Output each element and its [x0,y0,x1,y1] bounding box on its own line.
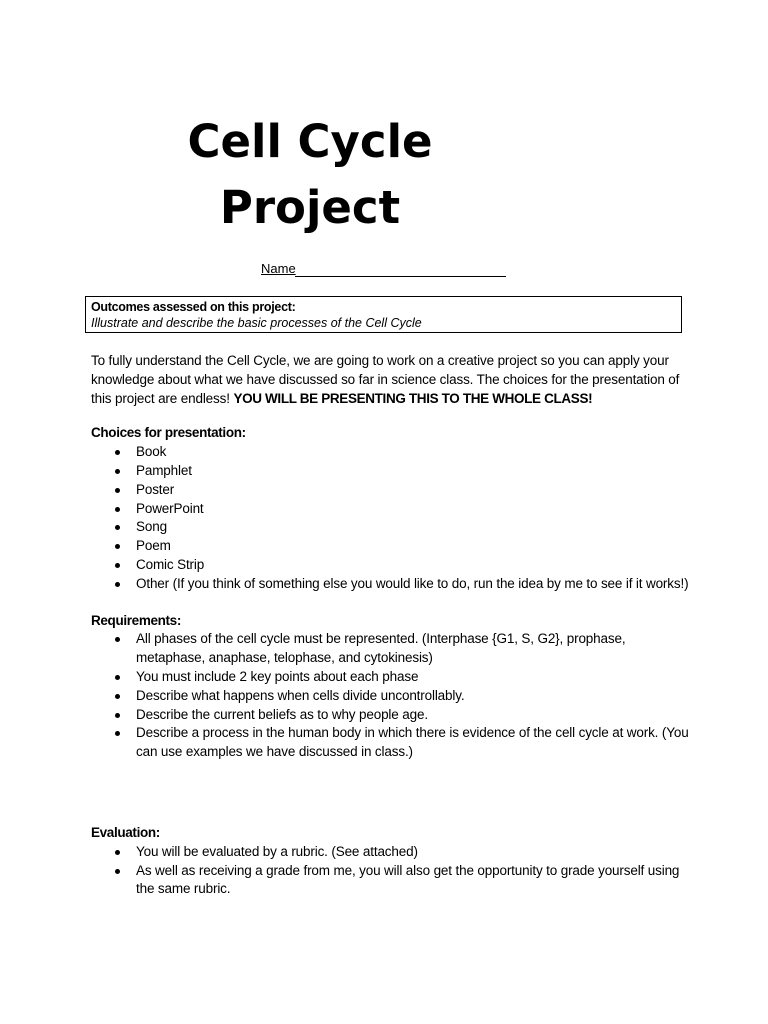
choices-list [91,443,691,593]
intro-text: To fully understand the Cell Cycle, we are going to work on a creative project so you can apply your knowledge about what we have discussed so far in science class. The choices for the presentation of this project are endless! [91,353,680,406]
name-field[interactable] [261,261,506,277]
outcomes-box [85,296,682,333]
list-item: Book [136,443,691,462]
name-blank-line[interactable] [295,262,506,277]
list-item: Pamphlet [136,462,691,481]
requirements-heading: Requirements: [91,612,181,628]
list-item: Describe what happens when cells divide uncontrollably. [136,687,691,706]
evaluation-heading: Evaluation: [91,824,160,840]
intro-emphasis: YOU WILL BE PRESENTING THIS TO THE WHOLE CLASS! [233,390,593,406]
choices-heading: Choices for presentation: [91,425,246,441]
list-item: Other (If you think of something else you would like to do, run the idea by me to see if it works!) [136,575,691,594]
list-item: As well as receiving a grade from me, you will also get the opportunity to grade yourself using the same rubric. [136,862,691,900]
page-title-line-1: Cell Cycle [187,115,433,168]
outcomes-text: Illustrate and describe the basic processes of the Cell Cycle [91,316,422,330]
list-item: Describe a process in the human body in which there is evidence of the cell cycle at work. (You can use examples we have discussed in class.) [136,724,691,762]
list-item: Poem [136,537,691,556]
outcomes-heading: Outcomes assessed on this project: [91,300,296,314]
page-title-line-2: Project [219,181,401,234]
list-item: You must include 2 key points about each phase [136,668,691,687]
evaluation-list [91,843,691,899]
list-item: All phases of the cell cycle must be represented. (Interphase {G1, S, G2}, prophase, metaphase, anaphase, telophase, and cytokinesis) [136,630,691,668]
list-item: Describe the current beliefs as to why people age. [136,706,691,725]
list-item: Poster [136,481,691,500]
list-item: Song [136,518,691,537]
name-label: Name [261,261,296,276]
document-body [91,352,691,899]
requirements-list [91,630,691,762]
list-item: Comic Strip [136,556,691,575]
list-item: PowerPoint [136,500,691,519]
intro-paragraph [91,352,691,408]
list-item: You will be evaluated by a rubric. (See attached) [136,843,691,862]
